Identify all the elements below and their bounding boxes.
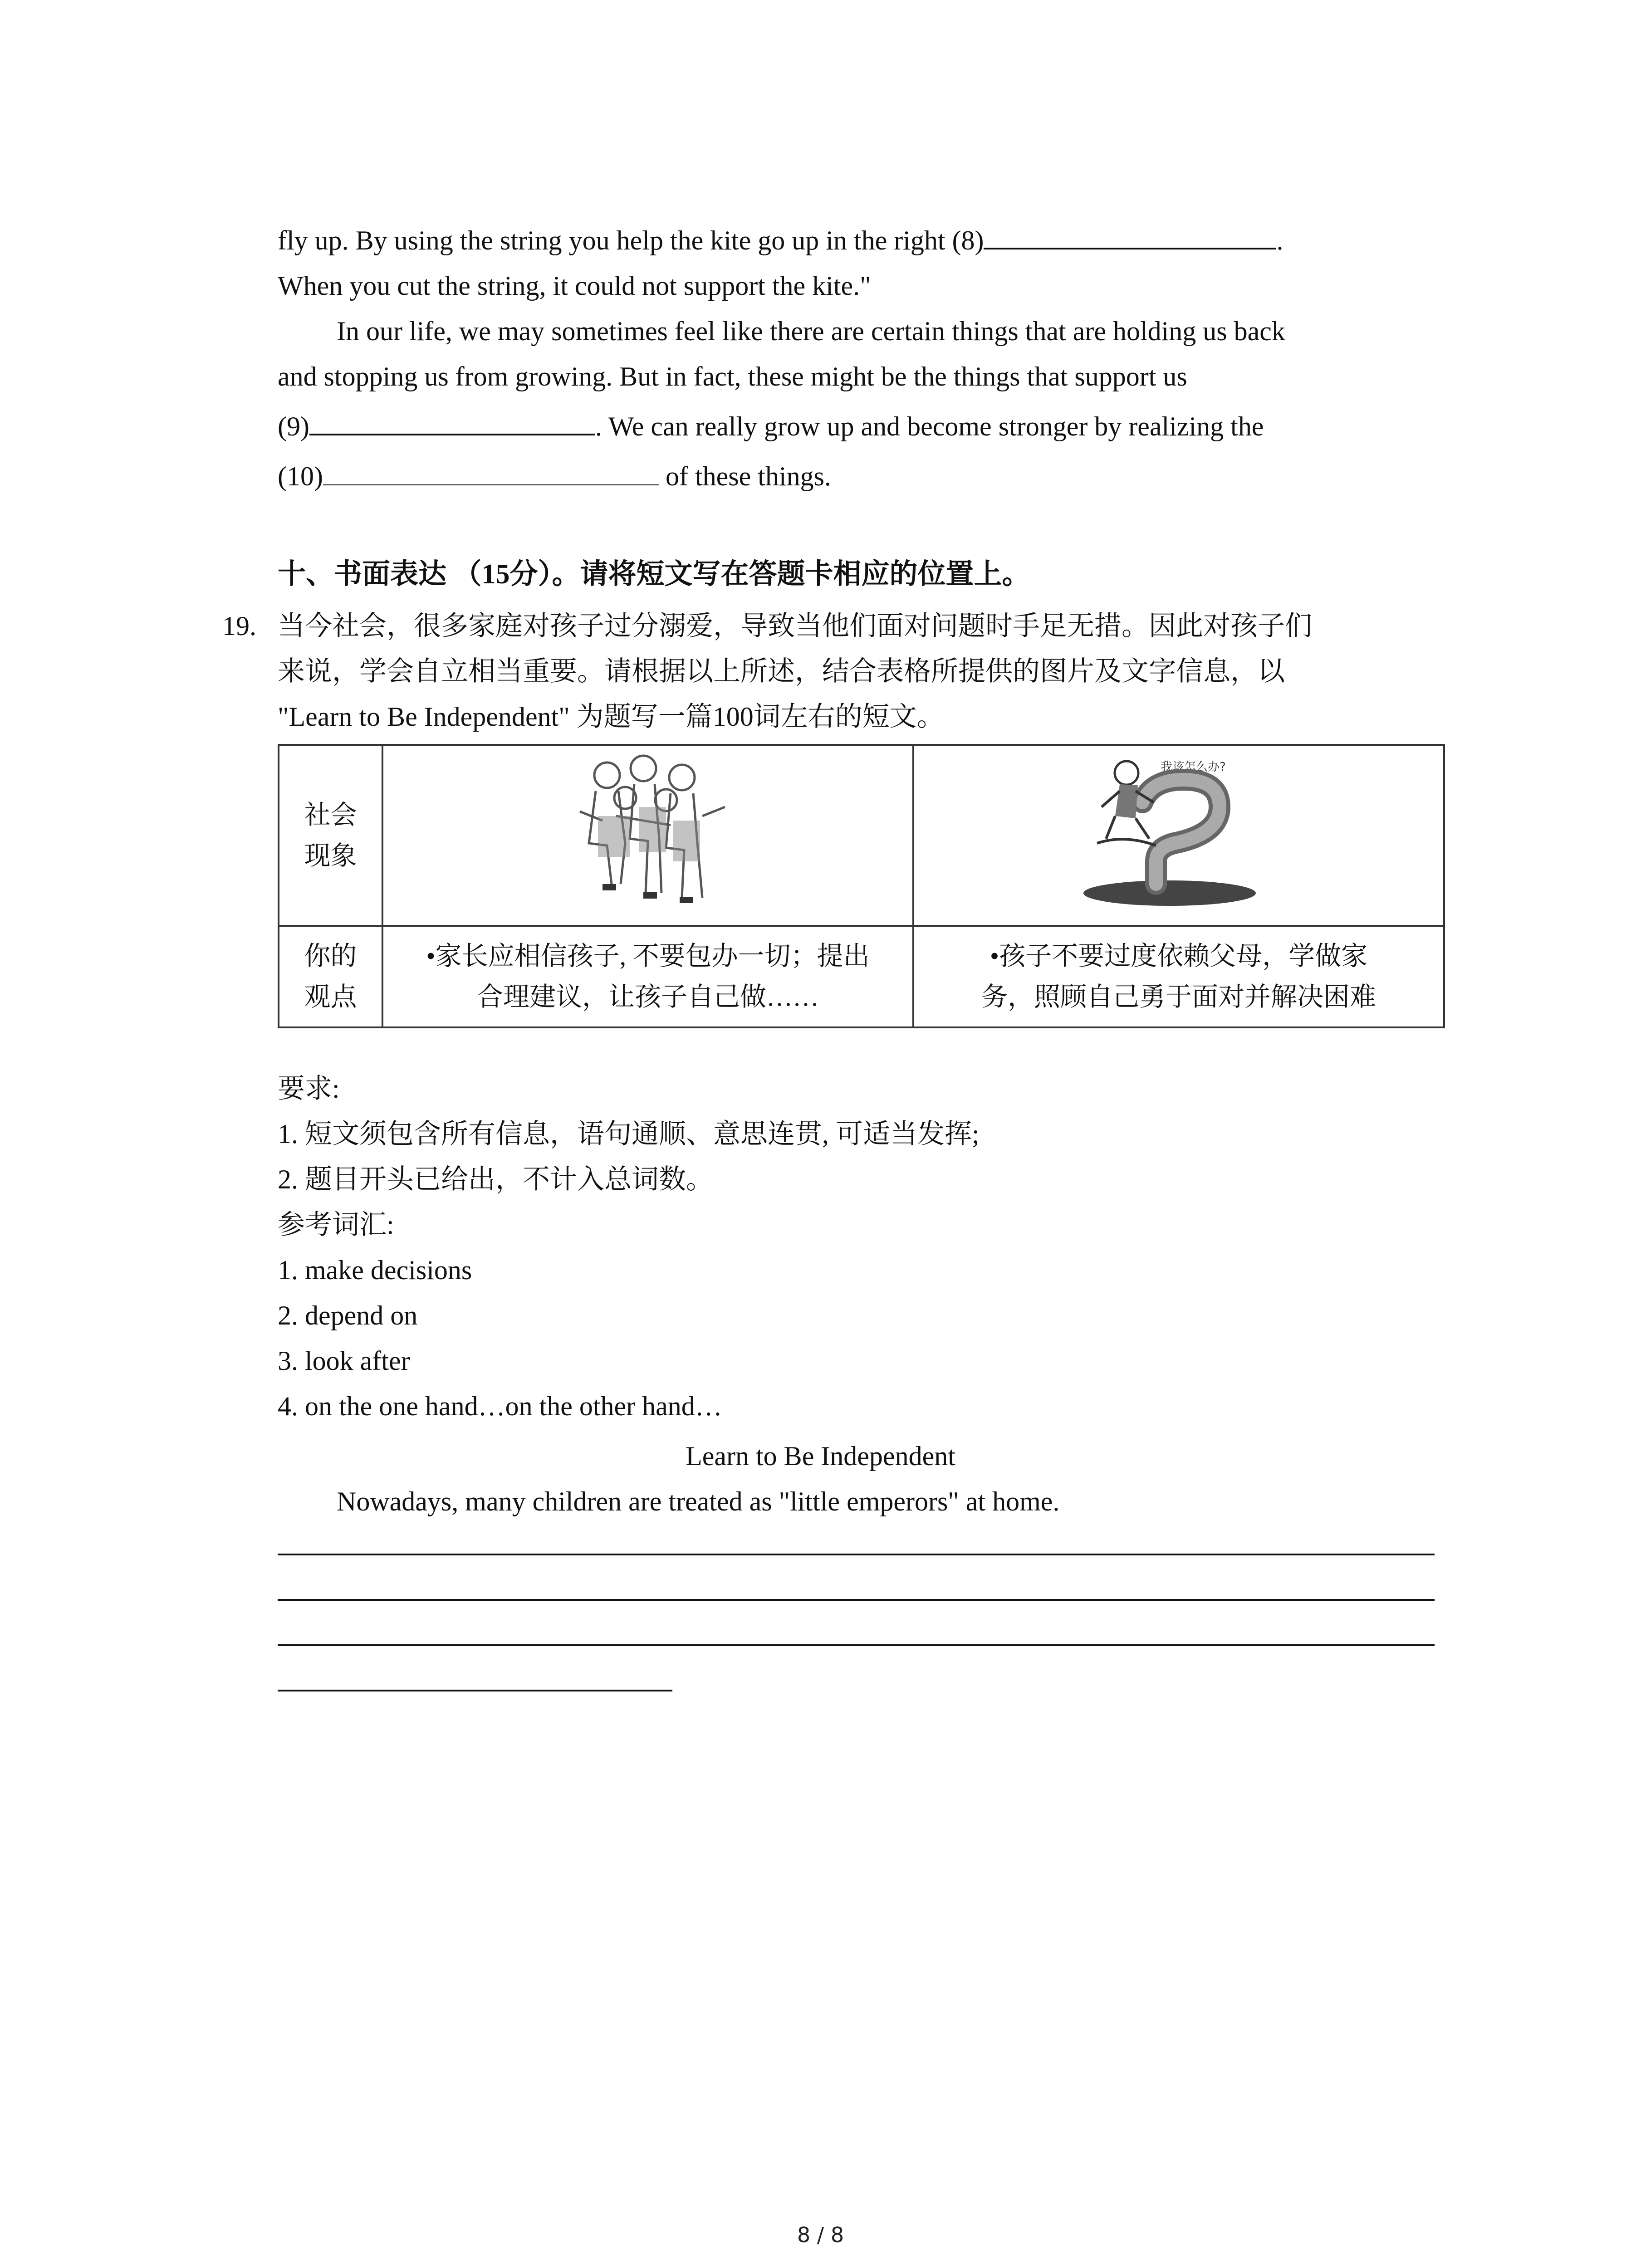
passage-line-2: When you cut the string, it could not support the kite."	[278, 271, 871, 301]
answer-blank-9[interactable]	[309, 408, 595, 435]
writing-line[interactable]	[278, 1599, 1435, 1601]
requirements-label: 要求:	[278, 1074, 340, 1104]
opinion-children: •孩子不要过度依赖父母，学做家 务，照顾自己勇于面对并解决困难	[913, 926, 1444, 1027]
row-header-opinion: 你的 观点	[279, 926, 382, 1027]
crowd-children-illustration	[553, 748, 743, 911]
boy-on-question-mark-illustration	[1052, 748, 1306, 911]
question-number: 19.	[222, 611, 256, 641]
question-line-2: 来说，学会自立相当重要。请根据以上所述，结合表格所提供的图片及文字信息，以	[278, 656, 1285, 686]
passage-line-1	[278, 222, 1283, 259]
passage-text-end: . We can really grow up and become stronger by realizing the	[595, 411, 1264, 441]
passage-text-end: .	[1276, 225, 1283, 255]
vocab-item: 3. look after	[278, 1346, 410, 1376]
passage-text-end: of these things.	[658, 461, 831, 491]
requirement-item: 1. 短文须包含所有信息，语句通顺、意思连贯, 可适当发挥;	[278, 1119, 980, 1149]
opinion-parents: •家长应相信孩子, 不要包办一切；提出 合理建议，让孩子自己做……	[382, 926, 913, 1027]
table-row-opinion	[279, 926, 1444, 1027]
row-header-phenomenon: 社会 现象	[279, 745, 382, 926]
vocab-item: 4. on the one hand…on the other hand…	[278, 1391, 722, 1421]
passage-text: fly up. By using the string you help the kite go up in the right (8)	[278, 225, 984, 255]
image-cell-question-mark	[913, 745, 1444, 926]
image-caption: 我该怎么办?	[1161, 760, 1226, 774]
vocab-item: 1. make decisions	[278, 1255, 472, 1285]
question-line-3: "Learn to Be Independent" 为题写一篇100词左右的短文。	[278, 702, 944, 732]
vocab-item: 2. depend on	[278, 1300, 418, 1330]
section-heading: 十、书面表达 （15分）。请将短文写在答题卡相应的位置上。	[278, 559, 1030, 590]
passage-text: (9)	[278, 411, 309, 441]
image-cell-crowd	[382, 745, 913, 926]
passage-line-5	[278, 408, 1264, 445]
question-line-1: 当今社会，很多家庭对孩子过分溺爱，导致当他们面对问题时手足无措。因此对孩子们	[278, 611, 1312, 641]
essay-title: Learn to Be Independent	[686, 1441, 955, 1471]
requirement-item: 2. 题目开头已给出，不计入总词数。	[278, 1164, 713, 1194]
passage-line-6	[278, 458, 831, 494]
writing-line[interactable]	[278, 1644, 1435, 1646]
info-table	[278, 744, 1445, 1028]
page-number: 8 / 8	[797, 2223, 844, 2247]
passage-line-3: In our life, we may sometimes feel like there are certain things that are holding us back	[337, 316, 1285, 346]
essay-opening: Nowadays, many children are treated as "little emperors" at home.	[337, 1486, 1060, 1516]
writing-line[interactable]	[278, 1690, 672, 1691]
vocab-label: 参考词汇:	[278, 1210, 394, 1240]
answer-blank-8[interactable]	[984, 222, 1276, 249]
table-row-phenomenon	[279, 745, 1444, 926]
writing-line[interactable]	[278, 1554, 1435, 1555]
answer-blank-10[interactable]	[323, 459, 659, 485]
passage-line-4: and stopping us from growing. But in fact, these might be the things that support us	[278, 362, 1187, 391]
passage-text: (10)	[278, 461, 323, 491]
